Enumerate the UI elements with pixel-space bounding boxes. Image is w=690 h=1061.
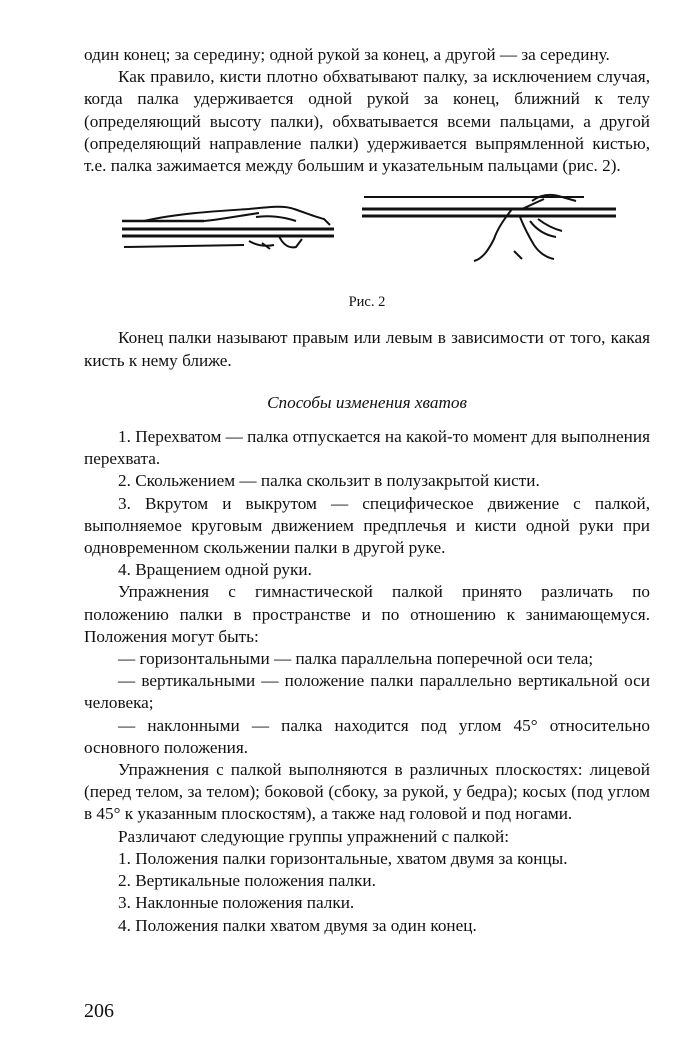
- paragraph-planes: Упражнения с палкой выполняются в различных плоскостях: лицевой (перед телом, за телом); боковой (сбоку, за рукой, у бедра); косых (под углом в 45° к указанным плоскостям), а также над головой и под ногами.: [84, 760, 650, 824]
- list-item: — наклонными — палка находится под углом 45° относительно основного положения.: [84, 715, 650, 757]
- paragraph-groups-intro: Различают следующие группы упражнений с палкой:: [118, 826, 509, 846]
- list-item: 4. Вращением одной руки.: [118, 560, 312, 580]
- list-item: 3. Наклонные положения палки.: [118, 893, 355, 913]
- list-item: 1. Положения палки горизонтальные, хватом двумя за концы.: [118, 848, 568, 868]
- grip-illustration: [84, 191, 650, 287]
- list-item: 4. Положения палки хватом двумя за один конец.: [118, 915, 477, 935]
- paragraph-stick-end: Конец палки называют правым или левым в зависимости от того, какая кисть к нему ближе.: [84, 328, 650, 370]
- figure-2: [84, 191, 650, 287]
- list-item: 3. Вкрутом и выкрутом — специфическое движение с палкой, выполняемое круговым движением предплечья и кисти одной руки при одновременном скольжении палки в другой руке.: [84, 493, 650, 558]
- page-number: 206: [84, 1000, 114, 1022]
- right-hand-grip-drawing: [362, 195, 616, 261]
- section-heading: Способы изменения хватов: [267, 392, 467, 412]
- paragraph-positions-intro: Упражнения с гимнастической палкой принято различать по положению палки в пространстве и по отношению к занимающемуся. Положения могут быть:: [84, 582, 650, 646]
- left-hand-grip-drawing: [122, 207, 334, 249]
- figure-caption: Рис. 2: [348, 294, 386, 311]
- list-item: — горизонтальными — палка параллельна поперечной оси тела;: [118, 649, 594, 669]
- list-item: — вертикальными — положение палки параллельно вертикальной оси человека;: [84, 671, 650, 713]
- list-item: 2. Скольжением — палка скользит в полузакрытой кисти.: [118, 471, 540, 491]
- list-item: 2. Вертикальные положения палки.: [118, 871, 376, 891]
- paragraph-grip-description: Как правило, кисти плотно обхватывают палку, за исключением случая, когда палка удерживается одной рукой за конец, ближний к телу (определяющий высоту палки), обхватывается всеми пальцами, а другой (определяющий направление палки) удерживается выпрямленной кистью, т.е. палка зажимается между большим и указательным пальцами (рис. 2).: [84, 67, 650, 176]
- paragraph-continuation: один конец; за середину; одной рукой за конец, а другой — за середину.: [84, 45, 610, 64]
- page-content: [84, 44, 650, 937]
- list-item: 1. Перехватом — палка отпускается на какой-то момент для выполнения перехвата.: [84, 427, 650, 469]
